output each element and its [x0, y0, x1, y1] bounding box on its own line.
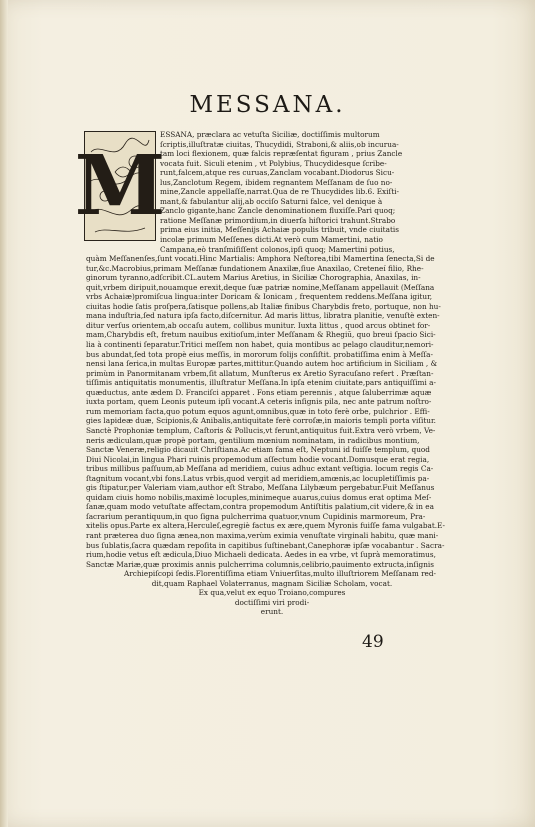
text-line: gies lapideæ duæ, Scipionis,& Anibalis,antiquitate ferè corroſæ,in maioris templi porta viſitur.	[86, 416, 436, 426]
text-line: ſacrarium perantiquum,in quo ſigna pulcherrima quatuor,vnum Cupidinis marmoreum, Pra-	[86, 511, 426, 521]
text-line: xitelis opus.Parte ex altera,Herculeſ,egregiè factus ex ære,quem Myronis fuiſſe fama vulgabat.E-	[86, 521, 446, 531]
text-line: mam,Charybdis eſt, fretum nauibus exitioſum,inter Meſſanam & Rhegiū, quo breui ſpacio Sici-	[86, 330, 436, 340]
text-line: Sanctæ Veneræ,religio dicauit Chriſtiana.Ac etiam fama eſt, Neptuni id fuiſſe templum, quod	[86, 445, 430, 455]
text-line: bus ſublatis,ſacra quædam repoſita in capitibus ſuſtinebant,Canephoræ ipſæ vocabantur . Sacra-	[86, 540, 445, 550]
text-line: Campana,eò tranſmiſiſſent colonos,ipſi quoq; Mamertini potius,	[160, 244, 395, 254]
text-line: ſcriptis,illuſtratæ ciuitas, Thucydidi, Straboni,& aliis,ob incurua-	[160, 139, 399, 149]
text-line: gis ſtipatur,per Valeriam viam,author eſt Strabo, Meſſana Lilybæum pergebatur.Fuit Meſſanus	[86, 483, 435, 493]
text-line: Diui Nicolai,in lingua Phari ruinis propemodum aſſectum hodie vocant.Domusque erat regia,	[86, 454, 430, 464]
text-line: neris ædiculam,quæ propè portam, gentilium mœnium nominatam, in radicibus montium,	[86, 435, 420, 445]
page-number: 49	[362, 632, 384, 652]
text-line: Sanctæ Mariæ,quæ proximis annis pulcherrima columnis,celibrio,pauimento extructa,inſignis	[86, 559, 434, 569]
text-line: ſtagnitum vocant,vbi fons.Latus vrbis,quod vergit ad meridiem,amœnis,ac locupletiſſimis pa-	[86, 473, 430, 483]
text-line: tam loci flexionem, quæ falcis repræſentat figuram , prius Zancle	[160, 149, 403, 159]
text-line: mana induſtria,ſed natura ipſa facto,diſcernitur. Ad maris littus, libratra planitie, venuſtè exten-	[86, 311, 440, 321]
text-line: iuxta portam, quem Leonis puteum ipſi vocant.A ceteris inſignis pila, nec ante patrum noſtro-	[86, 397, 432, 407]
text-line: ratione Meſſanæ primordium,in diuerſa hiſtorici trahunt.Strabo	[160, 215, 396, 225]
text-line: mine,Zancle appellaſſe,narrat.Qua de re Thucydides lib.6. Exiſti-	[160, 187, 399, 197]
text-line: incolæ primum Meſſenes dicti.At verò cum Mamertini, natio	[160, 235, 383, 245]
text-line: tiſſimis antiquitatis monumentis, illuſtratur Meſſana.In ipſa etenim ciuitate,pars antiquiſſimi a-	[86, 378, 436, 388]
page-binding-edge	[0, 0, 8, 827]
text-line: quit,vrbem diripuit,nouamque erexit,deque ſuæ patriæ nomine,Meſſanam appellauit (Meſſana	[86, 282, 435, 292]
text-line: Zanclo gigante,hanc Zancle denominationem fluxiſſe.Pari quoq;	[160, 206, 396, 216]
text-line: ditur verſus orientem,ab occaſu autem, collibus munitur. Iuxta littus , quod arcus obtinet for-	[86, 320, 431, 330]
text-line: rum memoriam facta,quo potum equos agunt,omnibus,quæ in toto ferè orbe, pulchrior . Effi-	[86, 406, 430, 416]
text-line: prima eius initia, Meſſenijs Achaiæ populis tribuit, vnde ciuitatis	[160, 225, 399, 235]
closing-line: Ex qua,velut ex equo Troiano,compures	[198, 588, 346, 598]
text-line: Sanctè Prophoniæ templum, Caſtoris & Pollucis,vt ferunt,antiquitus fuit.Extra verò vrbem, Ve-	[86, 425, 436, 435]
text-line: lia à continenti ſeparatur.Tritici meſſem non habet, quia montibus ac pelago clauditur,nemori-	[86, 340, 434, 350]
svg-text:M: M	[74, 138, 166, 234]
text-line: vrbs Achaiæ)promiſcua lingua:inter Doricam & Ionicam , frequentem reddens.Meſſana igitur,	[86, 292, 433, 302]
text-line: tur,&c.Macrobius,primam Meſſanæ fundationem Anaxilæ,ſiue Anaxilao, Creteneí filio, Rhe-	[86, 263, 424, 273]
text-line: rant præterea duo ſigna ænea,non maxima,verùm eximia venuſtate virginali habitu, quæ mani-	[86, 530, 439, 540]
closing-line: doctiſſimi viri prodi-	[234, 597, 310, 607]
text-line: mant,& fabulantur alij,ab occiſo Saturni falce, vel denique à	[160, 196, 383, 206]
text-line: ciuitas hodie ſatis proſpera,ſatisque pollens,ab Italiæ finibus Charybdis freto, portuque, non hu-	[86, 301, 441, 311]
closing-line: dit,quam Raphael Volaterranus, magnam Siciliæ Scholam, vocat.	[151, 578, 393, 588]
text-line: bus abundat,ſed tota propè eius meſſis, in mororum folijs conſiſtit. probatiſſima enim à Meſſa-	[86, 349, 433, 359]
body-text	[86, 130, 458, 617]
closing-line: Archiepiſcopi ſedis.Florentiſſima etiam Vniuerſitas,multo illuſtriorem Meſſanam red-	[124, 569, 437, 579]
text-line: ſanæ,quam modo vetuſtate affectam,contra propemodum Antiſtitis palatium,cit videre,& in ea	[86, 502, 434, 512]
text-line: lus,Zanclotum Regem, ibidem regnantem Meſſanam de ſuo no-	[160, 177, 393, 187]
text-line: quàm Meſſanenſes,ſunt vocati.Hinc Martialis: Amphora Neſtorea,tibi Mamertina ſenecta,Si de	[86, 254, 435, 264]
page-title: MESSANA.	[189, 92, 346, 118]
text-line: runt,falcem,atque res curuas,Zanclam vocabant.Diodorus Sicu-	[160, 168, 395, 178]
text-line: primùm in Panormitanam vrbem,ſit allatum, Munſterus ex Aretio Syracuſano refert . Præſtan-	[86, 368, 434, 378]
text-line: ginorum tyranno,adſcribit.CL.autem Marius Aretius, in Siciliæ Chorographia, Anaxilas, in-	[86, 273, 421, 283]
text-line: vocata fuit. Siculi etenim , vt Polybius, Thucydidesque ſcribe-	[160, 158, 387, 168]
text-line: quæductus, ante ædem D. Franciſci apparet . Fons etiam perennis , atque ſaluberrimæ aquæ	[86, 387, 432, 397]
closing-line: erunt.	[260, 607, 284, 617]
text-line: quidam ciuis homo nobilis,maximè locuples,minimeque auarus,cuius domus erat optima Meſ-	[86, 492, 432, 502]
text-line: ESSANA, præclara ac vetuſta Siciliæ, doctiſſimis multorum	[160, 130, 380, 139]
text-line: tribus millibus paſſuum,ab Meſſana ad meridiem, cuius adhuc extant veſtigia. locum regis Ca-	[86, 464, 434, 474]
text-line: nensi lana ſerica,in multas Europæ partes,mittitur.Quando autem hoc artificium in Siciliam , &	[86, 359, 438, 369]
text-line: rium,hodie vetus eſt ædicula,Diuo Michaeli dedicata. Aedes in ea vrbe, vt ſuprà memoratimus,	[86, 550, 436, 560]
